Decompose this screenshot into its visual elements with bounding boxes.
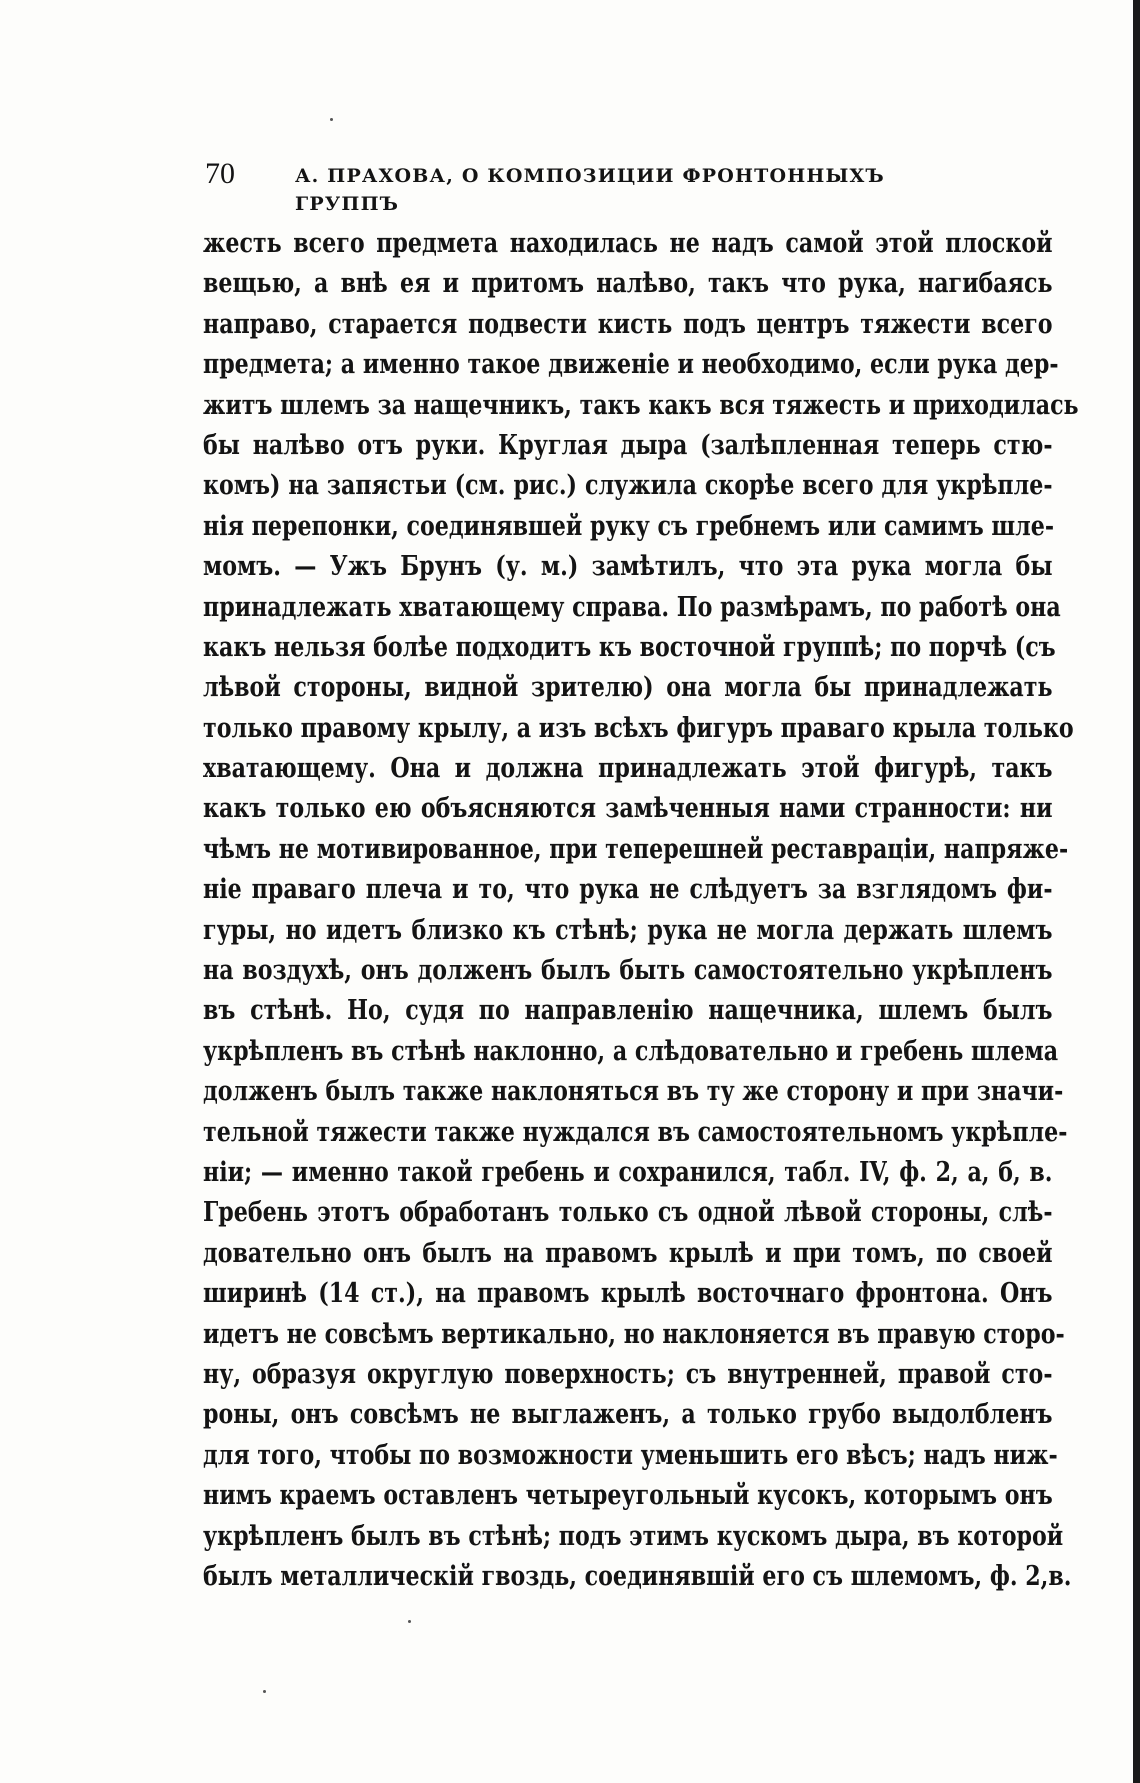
scan-speck — [330, 118, 333, 121]
text-line: въ стѣнѣ. Но, судя по направленiю нащечника, шлемъ былъ — [203, 995, 1053, 1027]
text-line: какъ только ею объясняются замѣченныя нами странности: ни — [203, 793, 1053, 825]
text-line: какъ нельзя болѣе подходитъ къ восточной группѣ; по порчѣ (съ — [203, 631, 1056, 663]
scan-speck — [263, 1690, 266, 1693]
text-line: нiи; — именно такой гребень и сохранился, табл. IV, ф. 2, а, б, в. — [203, 1156, 1053, 1188]
text-line: предмета; а именно такое движенiе и необходимо, если рука дер- — [203, 349, 1059, 381]
text-line: момъ. — Ужъ Брунъ (у. м.) замѣтилъ, что эта рука могла бы — [203, 551, 1053, 583]
text-line: вещью, а внѣ ея и притомъ налѣво, такъ что рука, нагибаясь — [203, 268, 1053, 300]
text-line: направо, старается подвести кисть подъ центръ тяжести всего — [203, 308, 1053, 340]
page-edge-shadow — [1133, 0, 1140, 1783]
text-line: жесть всего предмета находилась не надъ самой этой плоской — [203, 228, 1053, 259]
text-line: долженъ былъ также наклоняться въ ту же сторону и при значи- — [203, 1076, 1064, 1108]
body-text — [203, 224, 1079, 1597]
text-line: укрѣпленъ былъ въ стѣнѣ; подъ этимъ кускомъ дыра, въ которой — [203, 1520, 1064, 1552]
text-line: принадлежать хватающему справа. По размѣрамъ, по работѣ она — [203, 591, 1061, 623]
running-header — [205, 156, 945, 215]
text-line: только правому крылу, а изъ всѣхъ фигуръ праваго крыла только — [203, 712, 1074, 744]
text-line: гуры, но идетъ близко къ стѣнѣ; рука не могла держать шлемъ — [203, 914, 1053, 946]
text-line: хватающему. Она и должна принадлежать этой фигурѣ, такъ — [203, 753, 1053, 785]
page-number: 70 — [205, 157, 235, 190]
text-line: лѣвой стороны, видной зрителю) она могла бы принадлежать — [203, 672, 1053, 704]
text-line: бы налѣво отъ руки. Круглая дыра (залѣпленная теперь стю- — [203, 429, 1053, 461]
text-line: нiе праваго плеча и то, что рука не слѣдуетъ за взглядомъ фи- — [203, 874, 1053, 906]
text-line: чѣмъ не мотивированное, при теперешней реставрацiи, напряже- — [203, 833, 1069, 865]
text-line: тельной тяжести также нуждался въ самостоятельномъ укрѣпле- — [203, 1116, 1068, 1148]
text-line: Гребень этотъ обработанъ только съ одной лѣвой стороны, слѣ- — [203, 1197, 1053, 1229]
text-line: ну, образуя округлую поверхность; съ внутренней, правой сто- — [203, 1358, 1053, 1390]
text-line: на воздухѣ, онъ долженъ былъ быть самостоятельно укрѣпленъ — [203, 955, 1053, 987]
text-line: житъ шлемъ за нащечникъ, такъ какъ вся тяжесть и приходилась — [203, 389, 1079, 421]
text-line: былъ металлическiй гвоздь, соединявшiй его съ шлемомъ, ф. 2,в. — [203, 1560, 1072, 1592]
text-line: для того, чтобы по возможности уменьшить его вѣсъ; надъ ниж- — [203, 1439, 1058, 1471]
text-line: нiя перепонки, соединявшей руку съ гребнемъ или самимъ шле- — [203, 510, 1055, 542]
text-line: идетъ не совсѣмъ вертикально, но наклоняется въ правую сторо- — [203, 1318, 1065, 1350]
scan-speck — [408, 1620, 411, 1623]
text-line: нимъ краемъ оставленъ четыреугольный кусокъ, которымъ онъ — [203, 1480, 1053, 1512]
text-line: роны, онъ совсѣмъ не выглаженъ, а только грубо выдолбленъ — [203, 1399, 1053, 1431]
text-line: довательно онъ былъ на правомъ крылѣ и при томъ, по своей — [203, 1237, 1053, 1269]
running-title: А. ПРАХОВА, О КОМПОЗИЦИИ ФРОНТОННЫХЪ ГРУППЪ — [295, 165, 885, 215]
text-line: комъ) на запястьи (см. рис.) служила скорѣе всего для укрѣпле- — [203, 470, 1053, 502]
text-line: укрѣпленъ въ стѣнѣ наклонно, а слѣдовательно и гребень шлема — [203, 1035, 1059, 1067]
text-line: ширинѣ (14 ст.), на правомъ крылѣ восточнаго фронтона. Онъ — [203, 1278, 1053, 1310]
